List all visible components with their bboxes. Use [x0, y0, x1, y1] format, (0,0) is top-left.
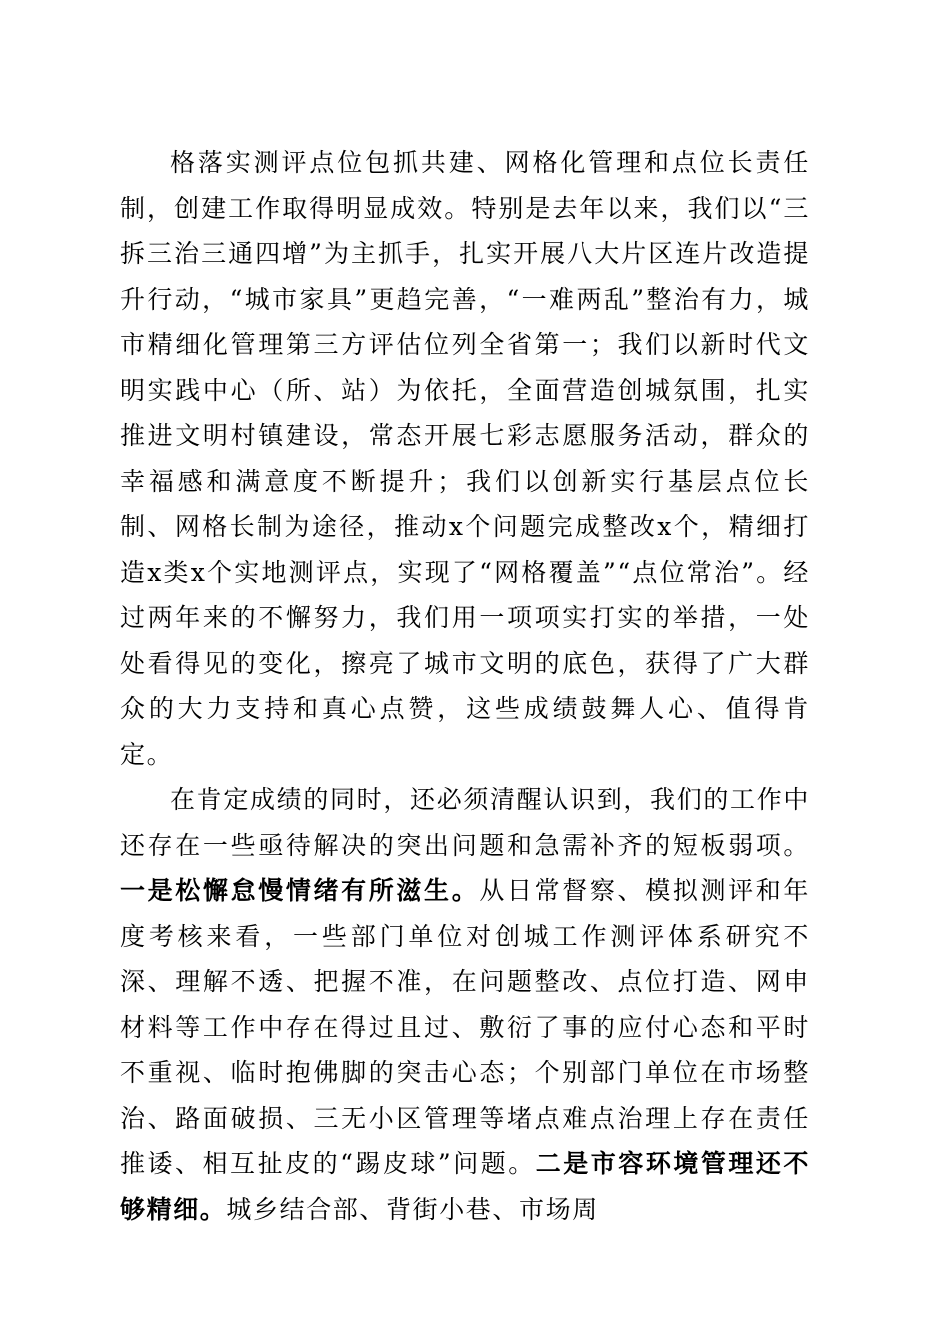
paragraph-achievements-text: 格落实测评点位包抓共建、网格化管理和点位长责任制，创建工作取得明显成效。特别是去年以来，我们以“三拆三治三通四增”为主抓手，扎实开展八大片区连片改造提升行动，“城市家具”更趋完善，“一难两乱”整治有力，城市精细化管理第三方评估位列全省第一；我们以新时代文明实践中心（所、站）为依托，全面营造创城氛围，扎实推进文明村镇建设，常态开展七彩志愿服务活动，群众的幸福感和满意度不断提升；我们以创新实行基层点位长制、网格长制为途径，推动x个问题完成整改x个，精细打造x类x个实地测评点，实现了“网格覆盖”“点位常治”。经过两年来的不懈努力，我们用一项项实打实的举措，一处处看得见的变化，擦亮了城市文明的底色，获得了广大群众的大力支持和真心点赞，这些成绩鼓舞人心、值得肯定。: [120, 148, 810, 769]
paragraph-achievements: [120, 140, 810, 777]
problems-intro: 在肯定成绩的同时，还必须清醒认识到，我们的工作中还存在一些亟待解决的突出问题和急需补齐的短板弱项。: [120, 785, 810, 860]
problem-two-text: 城乡结合部、背街小巷、市场周: [226, 1194, 599, 1224]
problem-one-heading: 一是松懈怠慢情绪有所滋生。: [120, 876, 480, 905]
problem-two-heading: 二是市容环境管理还不够精细。: [120, 1149, 810, 1224]
problem-one-text: 从日常督察、模拟测评和年度考核来看，一些部门单位对创城工作测评体系研究不深、理解不透、把握不准，在问题整改、点位打造、网申材料等工作中存在得过且过、敷衍了事的应付心态和平时不重视、临时抱佛脚的突击心态；个别部门单位在市场整治、路面破损、三无小区管理等堵点难点治理上存在责任推诿、相互扯皮的“踢皮球”问题。: [120, 876, 810, 1178]
document-page: [120, 140, 810, 1232]
paragraph-problems: [120, 777, 810, 1232]
